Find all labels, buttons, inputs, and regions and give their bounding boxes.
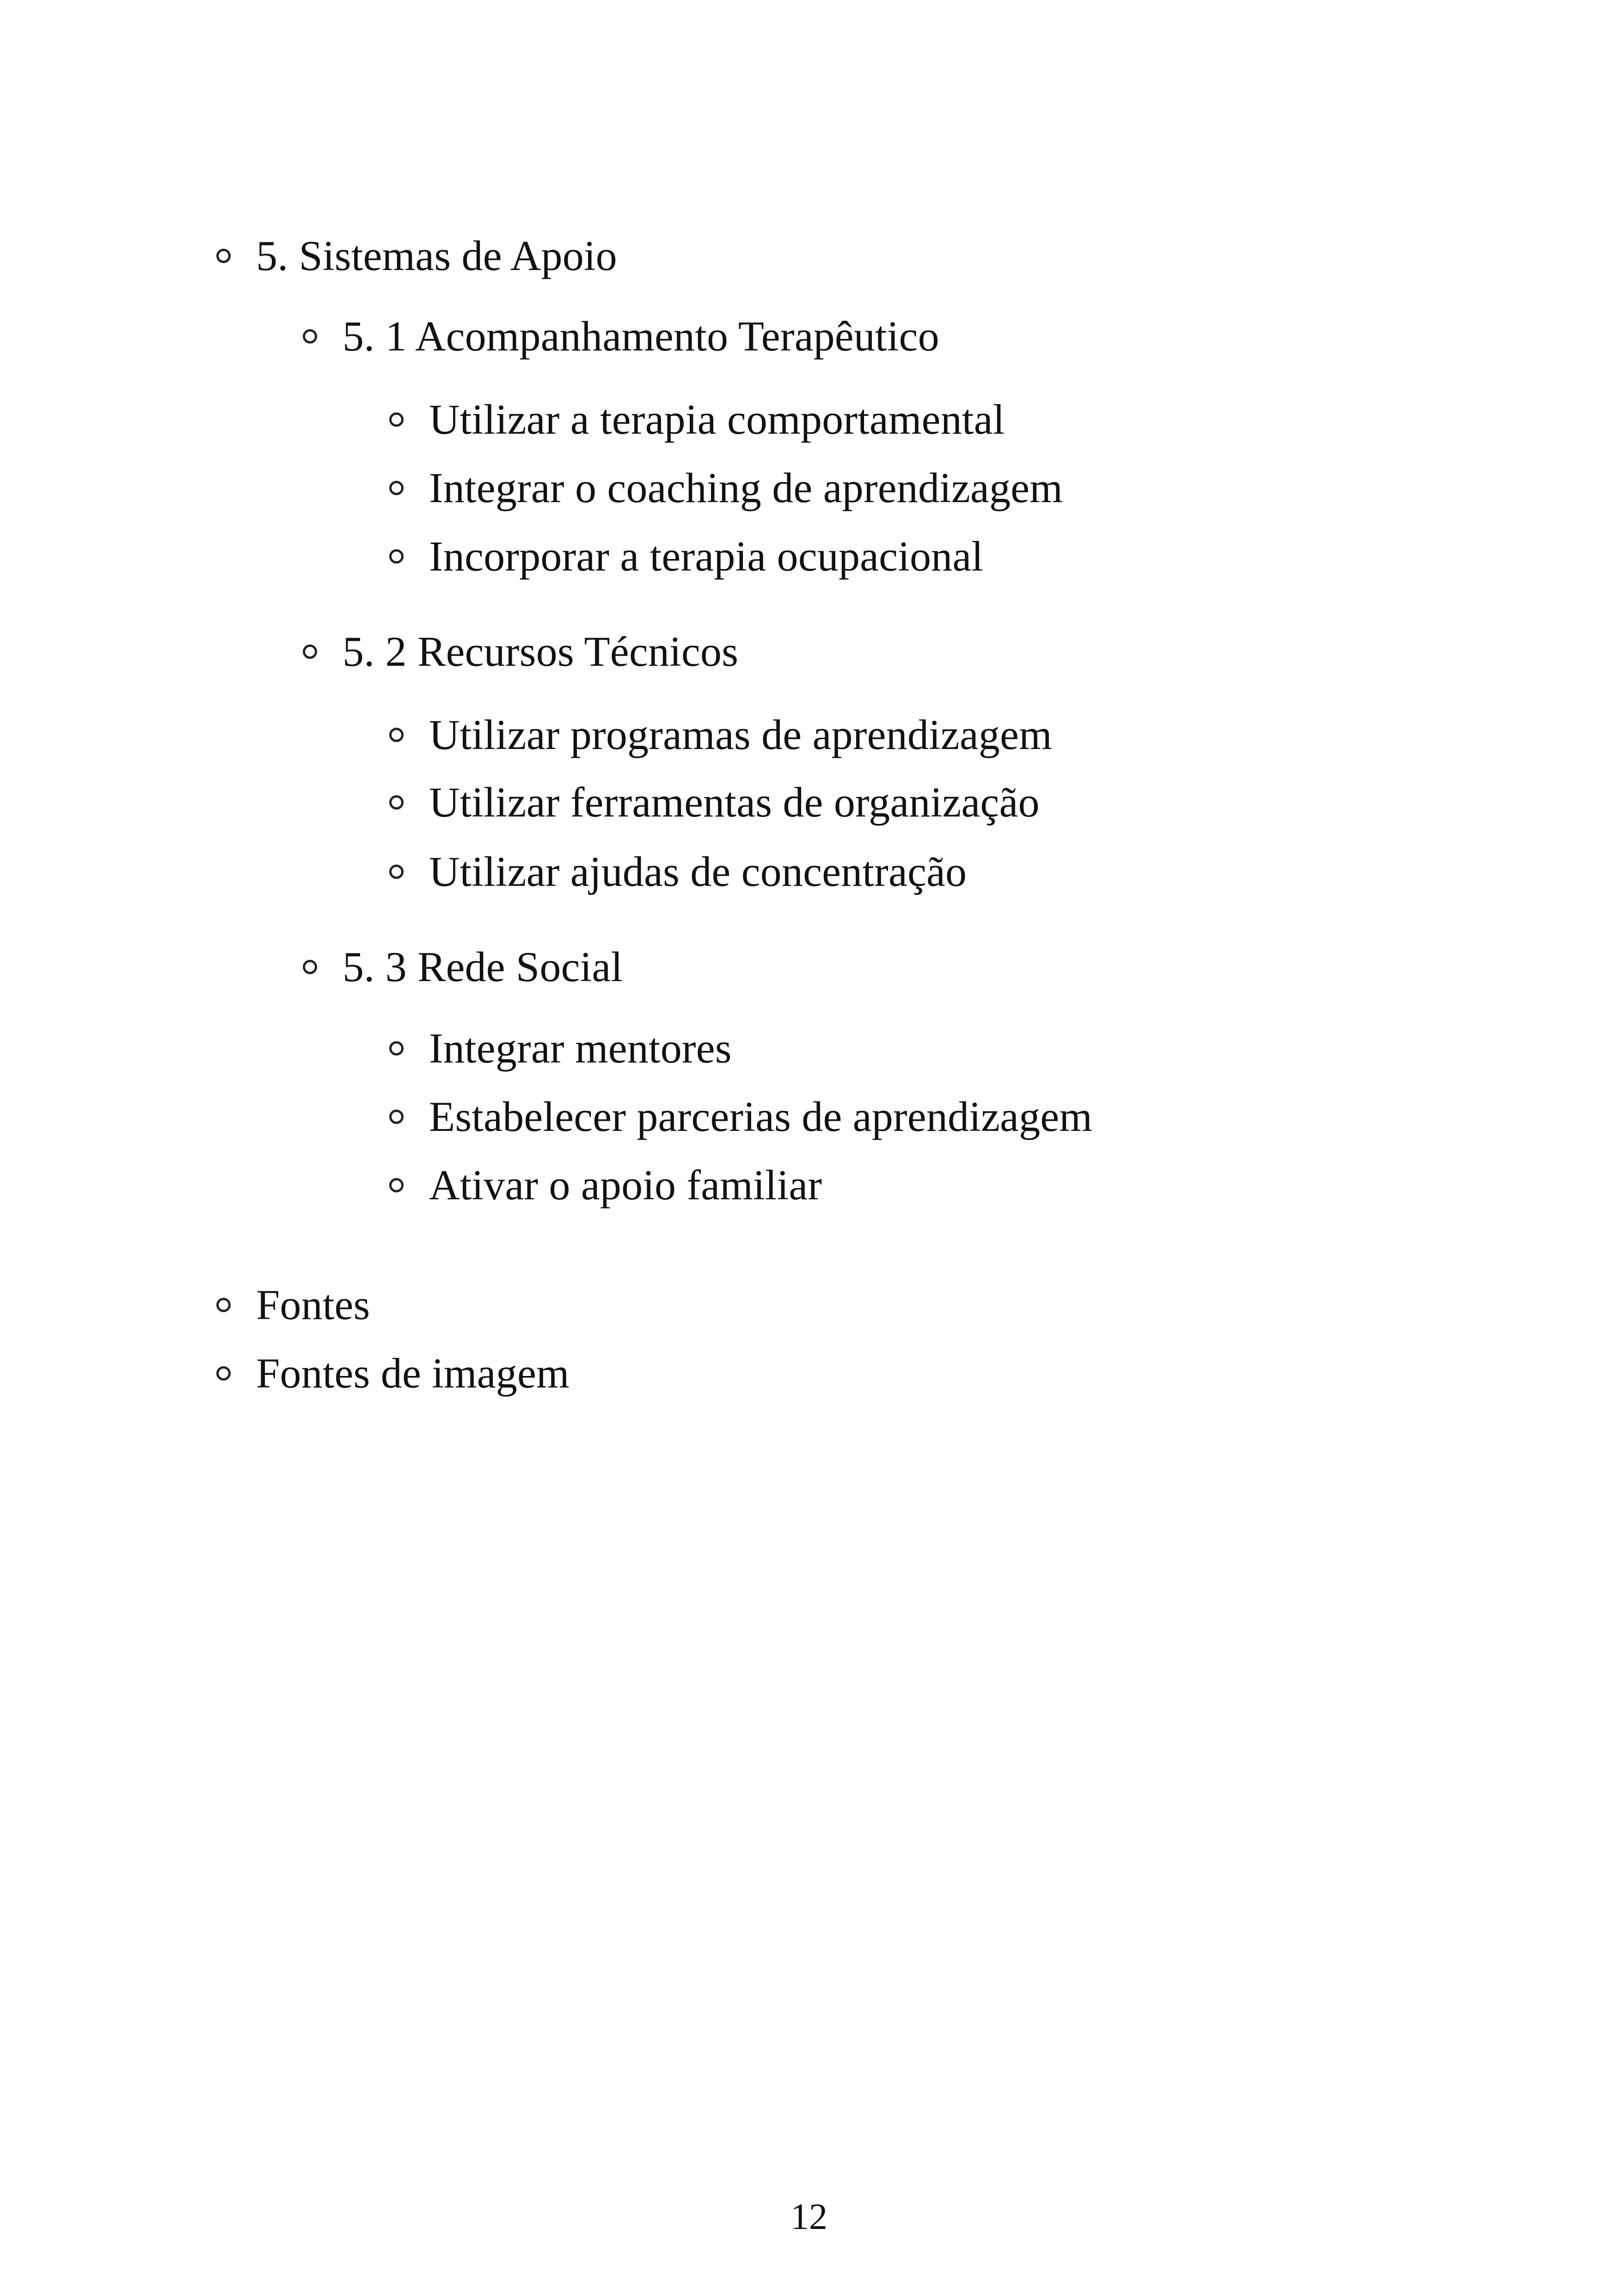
toc-entry-sistemas-de-apoio[interactable] (216, 228, 617, 283)
toc-entry-label: Fontes de imagem (256, 1350, 570, 1397)
circle-bullet-icon (303, 960, 317, 974)
circle-bullet-icon (216, 249, 231, 263)
circle-bullet-icon (389, 728, 404, 742)
circle-bullet-icon (303, 329, 317, 344)
toc-item[interactable] (389, 392, 1005, 447)
circle-bullet-icon (389, 481, 404, 495)
circle-bullet-icon (389, 865, 404, 879)
circle-bullet-icon (389, 1110, 404, 1124)
circle-bullet-icon (216, 1366, 231, 1381)
toc-entry-recursos-tecnicos[interactable] (303, 624, 738, 679)
toc-item-label: Integrar mentores (429, 1025, 732, 1072)
circle-bullet-icon (389, 1178, 404, 1192)
toc-item[interactable] (389, 528, 983, 584)
circle-bullet-icon (389, 549, 404, 564)
toc-item-label: Estabelecer parcerias de aprendizagem (429, 1093, 1093, 1140)
toc-entry-label: 5. 1 Acompanhamento Terapêutico (343, 313, 939, 360)
toc-item[interactable] (389, 1157, 822, 1213)
toc-entry-acompanhamento-terapeutico[interactable] (303, 308, 939, 364)
toc-item[interactable] (389, 844, 967, 899)
circle-bullet-icon (389, 1041, 404, 1056)
toc-entry-label: 5. 3 Rede Social (343, 943, 623, 990)
toc-item[interactable] (389, 1089, 1092, 1144)
circle-bullet-icon (216, 1298, 231, 1312)
toc-item-label: Incorporar a terapia ocupacional (429, 533, 984, 580)
toc-item[interactable] (389, 707, 1052, 762)
circle-bullet-icon (303, 645, 317, 659)
toc-item[interactable] (389, 1020, 732, 1076)
toc-entry-rede-social[interactable] (303, 939, 623, 995)
page-number: 12 (791, 2197, 827, 2237)
toc-entry-label: 5. Sistemas de Apoio (256, 232, 617, 279)
toc-item[interactable] (389, 460, 1063, 516)
toc-entry-fontes[interactable] (216, 1277, 370, 1332)
toc-item-label: Utilizar a terapia comportamental (429, 396, 1005, 443)
toc-item-label: Utilizar ajudas de concentração (429, 848, 967, 895)
toc-entry-label: 5. 2 Recursos Técnicos (343, 628, 739, 675)
circle-bullet-icon (389, 795, 404, 810)
toc-item[interactable] (389, 774, 1040, 830)
toc-item-label: Utilizar ferramentas de organização (429, 779, 1040, 826)
toc-entry-fontes-de-imagem[interactable] (216, 1345, 570, 1401)
toc-item-label: Ativar o apoio familiar (429, 1161, 822, 1209)
toc-entry-label: Fontes (256, 1281, 370, 1328)
toc-item-label: Utilizar programas de aprendizagem (429, 711, 1052, 758)
circle-bullet-icon (389, 412, 404, 427)
toc-item-label: Integrar o coaching de aprendizagem (429, 464, 1063, 511)
